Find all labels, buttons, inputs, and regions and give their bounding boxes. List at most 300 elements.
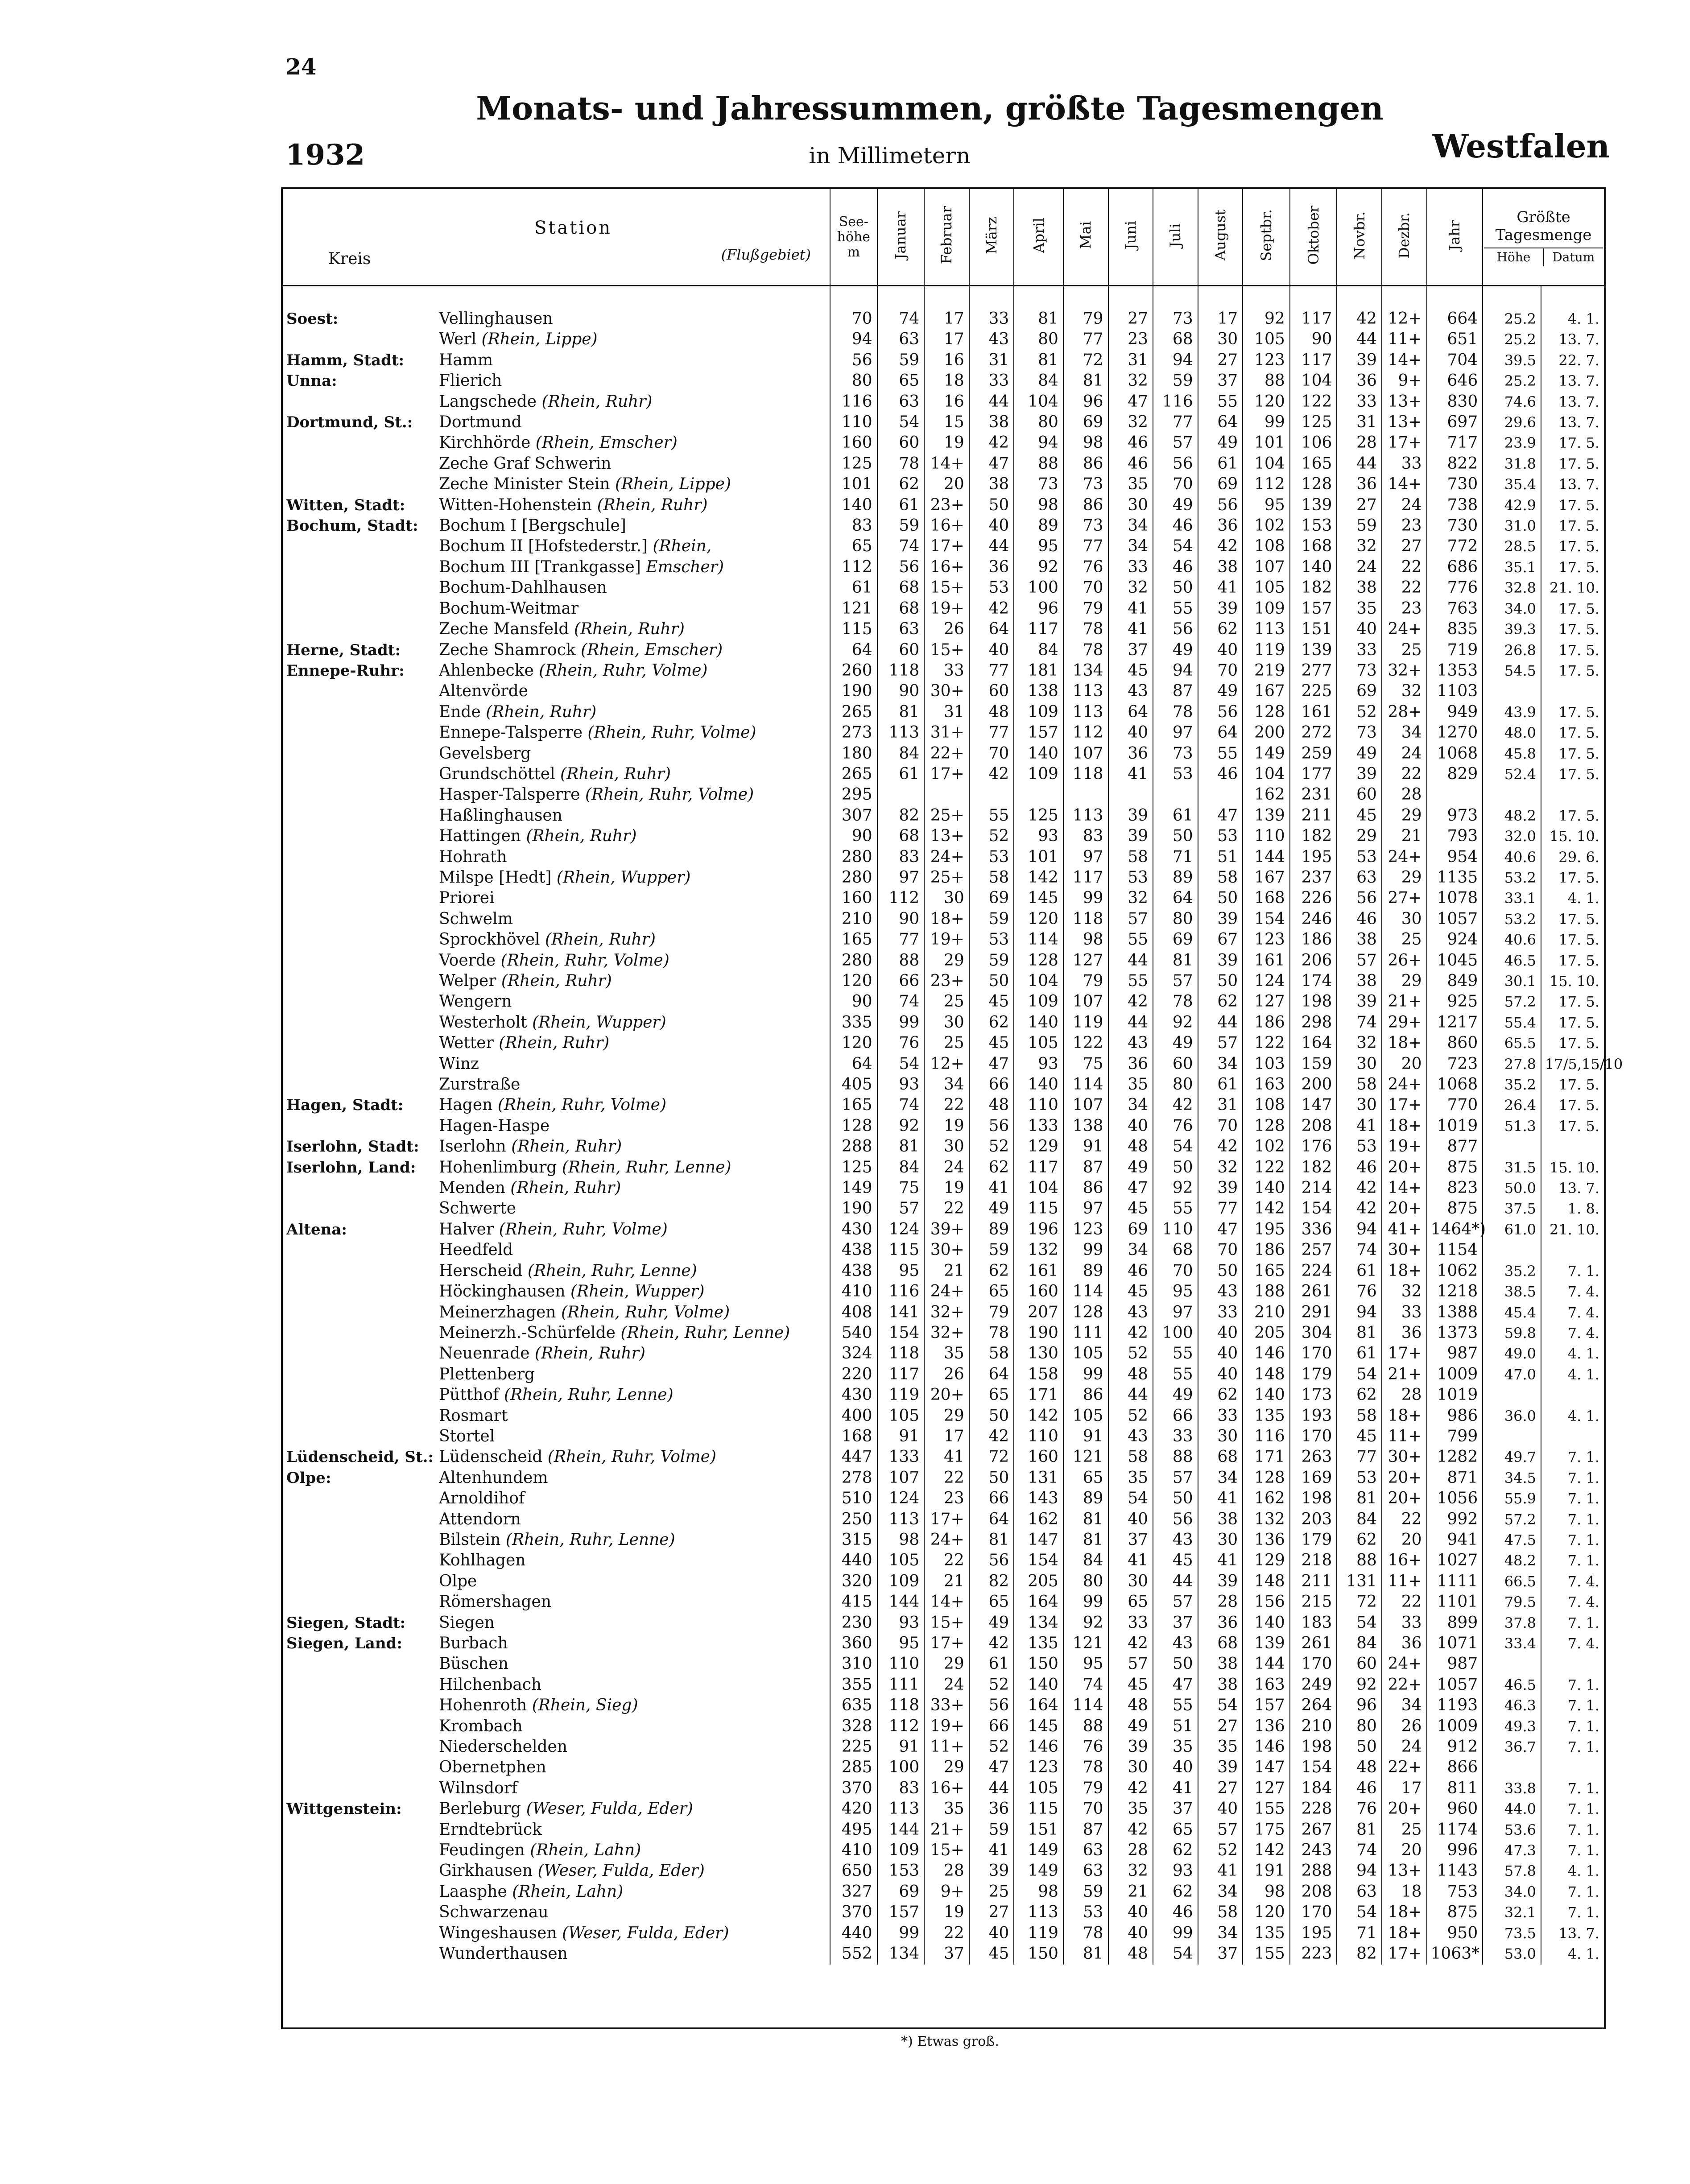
value-cell: 32 [1108, 412, 1153, 433]
value-cell: 22 [924, 1550, 969, 1571]
value-cell: 184 [1290, 1778, 1337, 1799]
value-cell: 32+ [1382, 661, 1427, 681]
river-basin: (Rhein, Ruhr) [486, 702, 597, 721]
value-cell: 21 [1382, 826, 1427, 846]
station-name: Niederschelden [438, 1738, 568, 1756]
value-cell: 47 [1198, 805, 1243, 826]
value-cell: 30 [924, 888, 969, 908]
value-cell: 134 [1063, 661, 1108, 681]
table-row [283, 1054, 1604, 1074]
kreis-cell [283, 1571, 435, 1592]
value-cell: 23+ [924, 971, 969, 991]
value-cell: 123 [1014, 1757, 1063, 1778]
value-cell: 866 [1427, 1757, 1483, 1778]
kreis-cell [283, 950, 435, 971]
value-cell: 110 [1153, 1219, 1198, 1240]
value-cell: 116 [1153, 392, 1198, 412]
value-cell: 179 [1290, 1530, 1337, 1550]
value-cell: 125 [1014, 805, 1063, 826]
value-cell: 131 [1014, 1468, 1063, 1488]
station-name: Krombach [438, 1717, 523, 1735]
value-cell: 89 [1153, 867, 1198, 888]
station-cell [435, 1219, 830, 1240]
value-cell: 50 [1198, 971, 1243, 991]
value-cell: 77 [1063, 536, 1108, 557]
river-basin: (Weser, Fulda, Eder) [537, 1862, 705, 1880]
data-table-frame [281, 187, 1623, 2029]
table-row [283, 599, 1604, 619]
value-cell: 50 [1337, 1737, 1382, 1757]
table-row [283, 1198, 1604, 1219]
station-cell [435, 286, 830, 330]
table-row [283, 454, 1604, 474]
value-cell: 94 [830, 329, 877, 350]
value-cell: 41 [1108, 619, 1153, 640]
value-cell: 1. 8. [1541, 1198, 1604, 1219]
value-cell: 996 [1427, 1840, 1483, 1861]
station-name: Bochum-Weitmar [438, 599, 579, 618]
value-cell: 32 [1382, 1281, 1427, 1302]
value-cell: 55 [1108, 929, 1153, 950]
value-cell: 121 [1063, 1447, 1108, 1467]
station-cell [435, 1033, 830, 1053]
value-cell: 49 [1153, 640, 1198, 661]
value-cell: 73 [1337, 722, 1382, 743]
value-cell: 34 [1108, 1095, 1153, 1115]
river-basin: (Rhein, Lippe) [615, 475, 731, 494]
kreis-cell [283, 1654, 435, 1674]
value-cell: 79 [1063, 971, 1108, 991]
value-cell: 31.5 [1483, 1157, 1541, 1178]
value-cell: 261 [1290, 1281, 1337, 1302]
value-cell: 58 [1337, 1074, 1382, 1095]
value-cell: 39+ [924, 1219, 969, 1240]
value-cell: 117 [1014, 1157, 1063, 1178]
value-cell: 92 [1337, 1675, 1382, 1695]
header-kreis-label: Kreis [328, 250, 371, 268]
value-cell: 218 [1290, 1550, 1337, 1571]
value-cell: 39 [1108, 826, 1153, 846]
station-name: Obernetphen [438, 1758, 546, 1777]
station-cell [435, 1116, 830, 1136]
station-name: Dortmund [438, 413, 522, 432]
value-cell: 76 [1063, 1737, 1108, 1757]
value-cell: 1009 [1427, 1716, 1483, 1737]
value-cell: 119 [1063, 1012, 1108, 1033]
value-cell: 64 [1198, 722, 1243, 743]
value-cell: 47.0 [1483, 1364, 1541, 1385]
value-cell: 7. 4. [1541, 1323, 1604, 1343]
value-cell: 13. 7. [1541, 1923, 1604, 1944]
value-cell: 80 [830, 371, 877, 391]
value-cell: 17. 5. [1541, 640, 1604, 661]
value-cell: 114 [1014, 929, 1063, 950]
value-cell: 148 [1243, 1571, 1290, 1592]
value-cell: 64 [969, 1364, 1014, 1385]
station-cell [435, 1633, 830, 1654]
value-cell: 34 [1382, 722, 1427, 743]
value-cell: 61 [1337, 1261, 1382, 1281]
river-basin: (Rhein, Ruhr, Lenne) [620, 1323, 790, 1342]
value-cell: 62 [1198, 1385, 1243, 1405]
table-row [283, 1944, 1604, 1964]
value-cell: 46 [1337, 1778, 1382, 1799]
value-cell: 149 [1243, 743, 1290, 764]
table-row [283, 1530, 1604, 1550]
value-cell [1063, 784, 1108, 805]
station-name: Flierich [438, 372, 502, 390]
river-basin: (Rhein, Ruhr, Volme) [585, 785, 754, 804]
value-cell: 42.9 [1483, 495, 1541, 516]
value-cell: 793 [1427, 826, 1483, 846]
value-cell: 53 [1108, 867, 1153, 888]
value-cell: 41 [1337, 1116, 1382, 1136]
value-cell: 170 [1290, 1902, 1337, 1923]
kreis-cell [283, 1343, 435, 1364]
value-cell: 129 [1243, 1550, 1290, 1571]
value-cell: 88 [1153, 1447, 1198, 1467]
value-cell: 171 [1014, 1385, 1063, 1405]
value-cell: 165 [830, 1095, 877, 1115]
value-cell: 168 [830, 1426, 877, 1447]
value-cell: 78 [969, 1323, 1014, 1343]
value-cell: 30 [924, 1136, 969, 1157]
value-cell: 27 [1198, 350, 1243, 371]
value-cell: 912 [1427, 1737, 1483, 1757]
value-cell: 7. 1. [1541, 1737, 1604, 1757]
value-cell: 263 [1290, 1447, 1337, 1467]
value-cell: 410 [830, 1840, 877, 1861]
value-cell: 167 [1243, 867, 1290, 888]
value-cell: 98 [1063, 433, 1108, 453]
value-cell: 57 [1198, 1033, 1243, 1053]
station-name: Hohenlimburg [438, 1158, 557, 1177]
value-cell: 447 [830, 1447, 877, 1467]
value-cell: 214 [1290, 1178, 1337, 1198]
value-cell: 42 [1153, 1095, 1198, 1115]
value-cell: 153 [877, 1861, 925, 1881]
value-cell: 56 [1153, 1509, 1198, 1530]
value-cell: 12+ [1382, 286, 1427, 330]
value-cell: 1045 [1427, 950, 1483, 971]
table-row [283, 1219, 1604, 1240]
value-cell: 174 [1290, 971, 1337, 991]
value-cell: 48 [1108, 1944, 1153, 1964]
station-name: Olpe [438, 1572, 477, 1590]
value-cell: 52 [1337, 702, 1382, 722]
value-cell: 1373 [1427, 1323, 1483, 1343]
station-cell [435, 640, 830, 661]
value-cell: 120 [830, 971, 877, 991]
value-cell: 38 [1337, 929, 1382, 950]
value-cell: 129 [1014, 1136, 1063, 1157]
table-row [283, 1613, 1604, 1633]
value-cell: 41 [1108, 1550, 1153, 1571]
value-cell: 20+ [1382, 1488, 1427, 1509]
value-cell: 46 [1108, 433, 1153, 453]
value-cell: 35.2 [1483, 1261, 1541, 1281]
river-basin: (Rhein, Ruhr, Volme) [497, 1096, 667, 1115]
value-cell: 98 [877, 1530, 925, 1550]
value-cell: 104 [1014, 1178, 1063, 1198]
value-cell: 58 [1198, 867, 1243, 888]
value-cell: 13+ [1382, 1861, 1427, 1881]
table-row [283, 1157, 1604, 1178]
kreis-cell: Iserlohn, Land: [286, 1158, 416, 1177]
table-row [283, 1488, 1604, 1509]
kreis-cell [283, 722, 435, 743]
value-cell: 31 [924, 702, 969, 722]
value-cell: 40 [969, 640, 1014, 661]
value-cell: 32 [1108, 371, 1153, 391]
header-seehoehe-label: See- höhe m [837, 214, 871, 260]
value-cell: 38 [1198, 1675, 1243, 1695]
value-cell: 17. 5. [1541, 743, 1604, 764]
station-cell [435, 784, 830, 805]
river-basin: (Rhein, Ruhr) [541, 392, 653, 411]
value-cell: 146 [1243, 1737, 1290, 1757]
value-cell: 26 [924, 1364, 969, 1385]
value-cell: 7. 1. [1541, 1447, 1604, 1467]
value-cell: 26+ [1382, 950, 1427, 971]
value-cell: 136 [1243, 1716, 1290, 1737]
value-cell: 16 [924, 350, 969, 371]
value-cell: 41 [1153, 1778, 1198, 1799]
value-cell: 1019 [1427, 1116, 1483, 1136]
value-cell: 9+ [924, 1882, 969, 1902]
value-cell: 46 [1337, 1157, 1382, 1178]
value-cell: 139 [1243, 805, 1290, 826]
value-cell: 14+ [1382, 350, 1427, 371]
value-cell: 43 [969, 329, 1014, 350]
header-month [877, 189, 925, 286]
header-max-title: Größte Tagesmenge [1495, 208, 1592, 244]
value-cell: 30 [1198, 329, 1243, 350]
value-cell: 7. 1. [1541, 1882, 1604, 1902]
station-cell [435, 1757, 830, 1778]
value-cell: 26 [1382, 1716, 1427, 1737]
value-cell: 33 [1153, 1426, 1198, 1447]
value-cell: 124 [877, 1488, 925, 1509]
value-cell: 55 [1153, 1343, 1198, 1364]
value-cell: 134 [877, 1944, 925, 1964]
value-cell: 143 [1014, 1488, 1063, 1509]
value-cell: 52 [1198, 1840, 1243, 1861]
value-cell: 154 [1290, 1757, 1337, 1778]
value-cell: 4. 1. [1541, 1406, 1604, 1426]
station-name: Kohlhagen [438, 1551, 526, 1570]
value-cell: 114 [1063, 1281, 1108, 1302]
value-cell: 94 [1153, 350, 1198, 371]
value-cell: 50 [1153, 1488, 1198, 1509]
value-cell: 84 [1337, 1509, 1382, 1530]
value-cell: 107 [1063, 1095, 1108, 1115]
value-cell: 76 [1337, 1281, 1382, 1302]
value-cell: 33 [969, 371, 1014, 391]
value-cell: 36 [1337, 474, 1382, 495]
value-cell: 57 [1153, 1468, 1198, 1488]
value-cell: 15. 10. [1541, 826, 1604, 846]
value-cell: 127 [1063, 950, 1108, 971]
table-row [283, 619, 1604, 640]
value-cell: 43 [1108, 1302, 1153, 1323]
value-cell: 68 [877, 826, 925, 846]
station-name: Welper [438, 972, 496, 990]
value-cell: 32 [1382, 681, 1427, 702]
kreis-cell [283, 599, 435, 619]
value-cell: 1027 [1427, 1550, 1483, 1571]
kreis-cell [283, 1695, 435, 1716]
value-cell: 50 [969, 495, 1014, 516]
header-month-label: Februar [938, 206, 955, 264]
kreis-cell: Dortmund, St.: [286, 413, 413, 432]
station-cell [435, 929, 830, 950]
value-cell: 78 [1153, 702, 1198, 722]
station-cell [435, 1385, 830, 1405]
value-cell: 950 [1427, 1923, 1483, 1944]
value-cell: 78 [1153, 991, 1198, 1012]
table-row [283, 412, 1604, 433]
value-cell: 112 [877, 888, 925, 908]
value-cell: 45.4 [1483, 1302, 1541, 1323]
value-cell: 4. 1. [1541, 888, 1604, 908]
station-name: Westerholt [438, 1013, 527, 1032]
value-cell: 117 [1290, 286, 1337, 330]
value-cell: 48 [969, 1095, 1014, 1115]
value-cell: 438 [830, 1261, 877, 1281]
station-name: Bochum I [Bergschule] [438, 516, 626, 535]
value-cell: 64 [830, 1054, 877, 1074]
value-cell: 7. 1. [1541, 1488, 1604, 1509]
station-name: Pütthof [438, 1386, 499, 1404]
value-cell: 208 [1290, 1116, 1337, 1136]
river-basin: (Weser, Fulda, Eder) [526, 1800, 693, 1818]
value-cell: 45 [969, 1944, 1014, 1964]
value-cell: 77 [877, 929, 925, 950]
value-cell: 763 [1427, 599, 1483, 619]
table-row [283, 950, 1604, 971]
value-cell: 23 [1382, 516, 1427, 536]
value-cell: 110 [877, 1654, 925, 1674]
station-cell [435, 1240, 830, 1260]
value-cell: 30+ [924, 681, 969, 702]
value-cell: 25+ [924, 867, 969, 888]
value-cell: 17+ [1382, 1095, 1427, 1115]
station-cell [435, 888, 830, 908]
value-cell: 60 [1337, 1654, 1382, 1674]
value-cell: 19 [924, 1178, 969, 1198]
value-cell: 237 [1290, 867, 1337, 888]
river-basin: (Rhein, Sieg) [532, 1696, 638, 1715]
kreis-cell [283, 909, 435, 929]
value-cell: 95 [1153, 1281, 1198, 1302]
value-cell: 196 [1014, 1219, 1063, 1240]
value-cell: 1062 [1427, 1261, 1483, 1281]
station-cell [435, 557, 830, 578]
value-cell: 31 [1337, 412, 1382, 433]
value-cell: 81 [1063, 1530, 1108, 1550]
value-cell: 104 [1243, 454, 1290, 474]
value-cell: 81 [877, 702, 925, 722]
value-cell: 170 [1290, 1654, 1337, 1674]
kreis-cell [283, 1923, 435, 1944]
kreis-cell [283, 1488, 435, 1509]
value-cell: 99 [1063, 1592, 1108, 1612]
value-cell: 11+ [1382, 1571, 1427, 1592]
value-cell: 53 [969, 847, 1014, 867]
value-cell: 77 [969, 661, 1014, 681]
table-row [283, 1716, 1604, 1737]
value-cell: 36 [969, 557, 1014, 578]
value-cell: 74 [1337, 1240, 1382, 1260]
value-cell: 17. 5. [1541, 1012, 1604, 1033]
value-cell: 36 [1382, 1633, 1427, 1654]
value-cell: 94 [1014, 433, 1063, 453]
value-cell: 181 [1014, 661, 1063, 681]
value-cell: 65 [1108, 1592, 1153, 1612]
value-cell: 96 [1063, 392, 1108, 412]
value-cell: 77 [1063, 329, 1108, 350]
value-cell: 200 [1243, 722, 1290, 743]
station-name: Plettenberg [438, 1365, 535, 1383]
station-cell [435, 454, 830, 474]
value-cell: 265 [830, 702, 877, 722]
value-cell: 875 [1427, 1902, 1483, 1923]
value-cell: 76 [1337, 1799, 1382, 1819]
value-cell: 408 [830, 1302, 877, 1323]
value-cell: 17. 5. [1541, 909, 1604, 929]
table-row [283, 495, 1604, 516]
value-cell: 228 [1290, 1799, 1337, 1819]
value-cell: 954 [1427, 847, 1483, 867]
value-cell: 38 [1198, 1654, 1243, 1674]
value-cell [1483, 784, 1541, 805]
value-cell: 54 [1108, 1488, 1153, 1509]
river-basin: (Rhein, Ruhr, Lenne) [505, 1530, 675, 1549]
value-cell: 22 [924, 1198, 969, 1219]
table-row [283, 805, 1604, 826]
station-name: Wunderthausen [438, 1945, 568, 1963]
value-cell: 871 [1427, 1468, 1483, 1488]
kreis-cell: Ennepe-Ruhr: [286, 661, 405, 680]
value-cell: 315 [830, 1530, 877, 1550]
value-cell: 22 [924, 1468, 969, 1488]
value-cell: 53 [1153, 764, 1198, 784]
value-cell [969, 784, 1014, 805]
value-cell: 39 [1198, 599, 1243, 619]
value-cell: 79 [1063, 599, 1108, 619]
value-cell: 105 [1063, 1343, 1108, 1364]
value-cell [1427, 784, 1483, 805]
station-name: Bochum II [Hofstederstr.] [438, 537, 648, 556]
station-cell [435, 743, 830, 764]
station-cell [435, 1716, 830, 1737]
value-cell: 99 [1243, 412, 1290, 433]
value-cell: 57.8 [1483, 1861, 1541, 1881]
value-cell: 67 [1198, 929, 1243, 950]
value-cell: 405 [830, 1074, 877, 1095]
station-name: Lüdenscheid [438, 1448, 543, 1466]
value-cell: 20 [1382, 1840, 1427, 1861]
value-cell: 84 [1063, 1550, 1108, 1571]
year-label: 1932 [285, 138, 365, 172]
value-cell: 43 [1108, 1033, 1153, 1053]
header-month [924, 189, 969, 286]
station-name: Neuenrade [438, 1344, 530, 1363]
value-cell: 42 [1337, 286, 1382, 330]
value-cell: 35 [1108, 1799, 1153, 1819]
value-cell: 30 [924, 1012, 969, 1033]
